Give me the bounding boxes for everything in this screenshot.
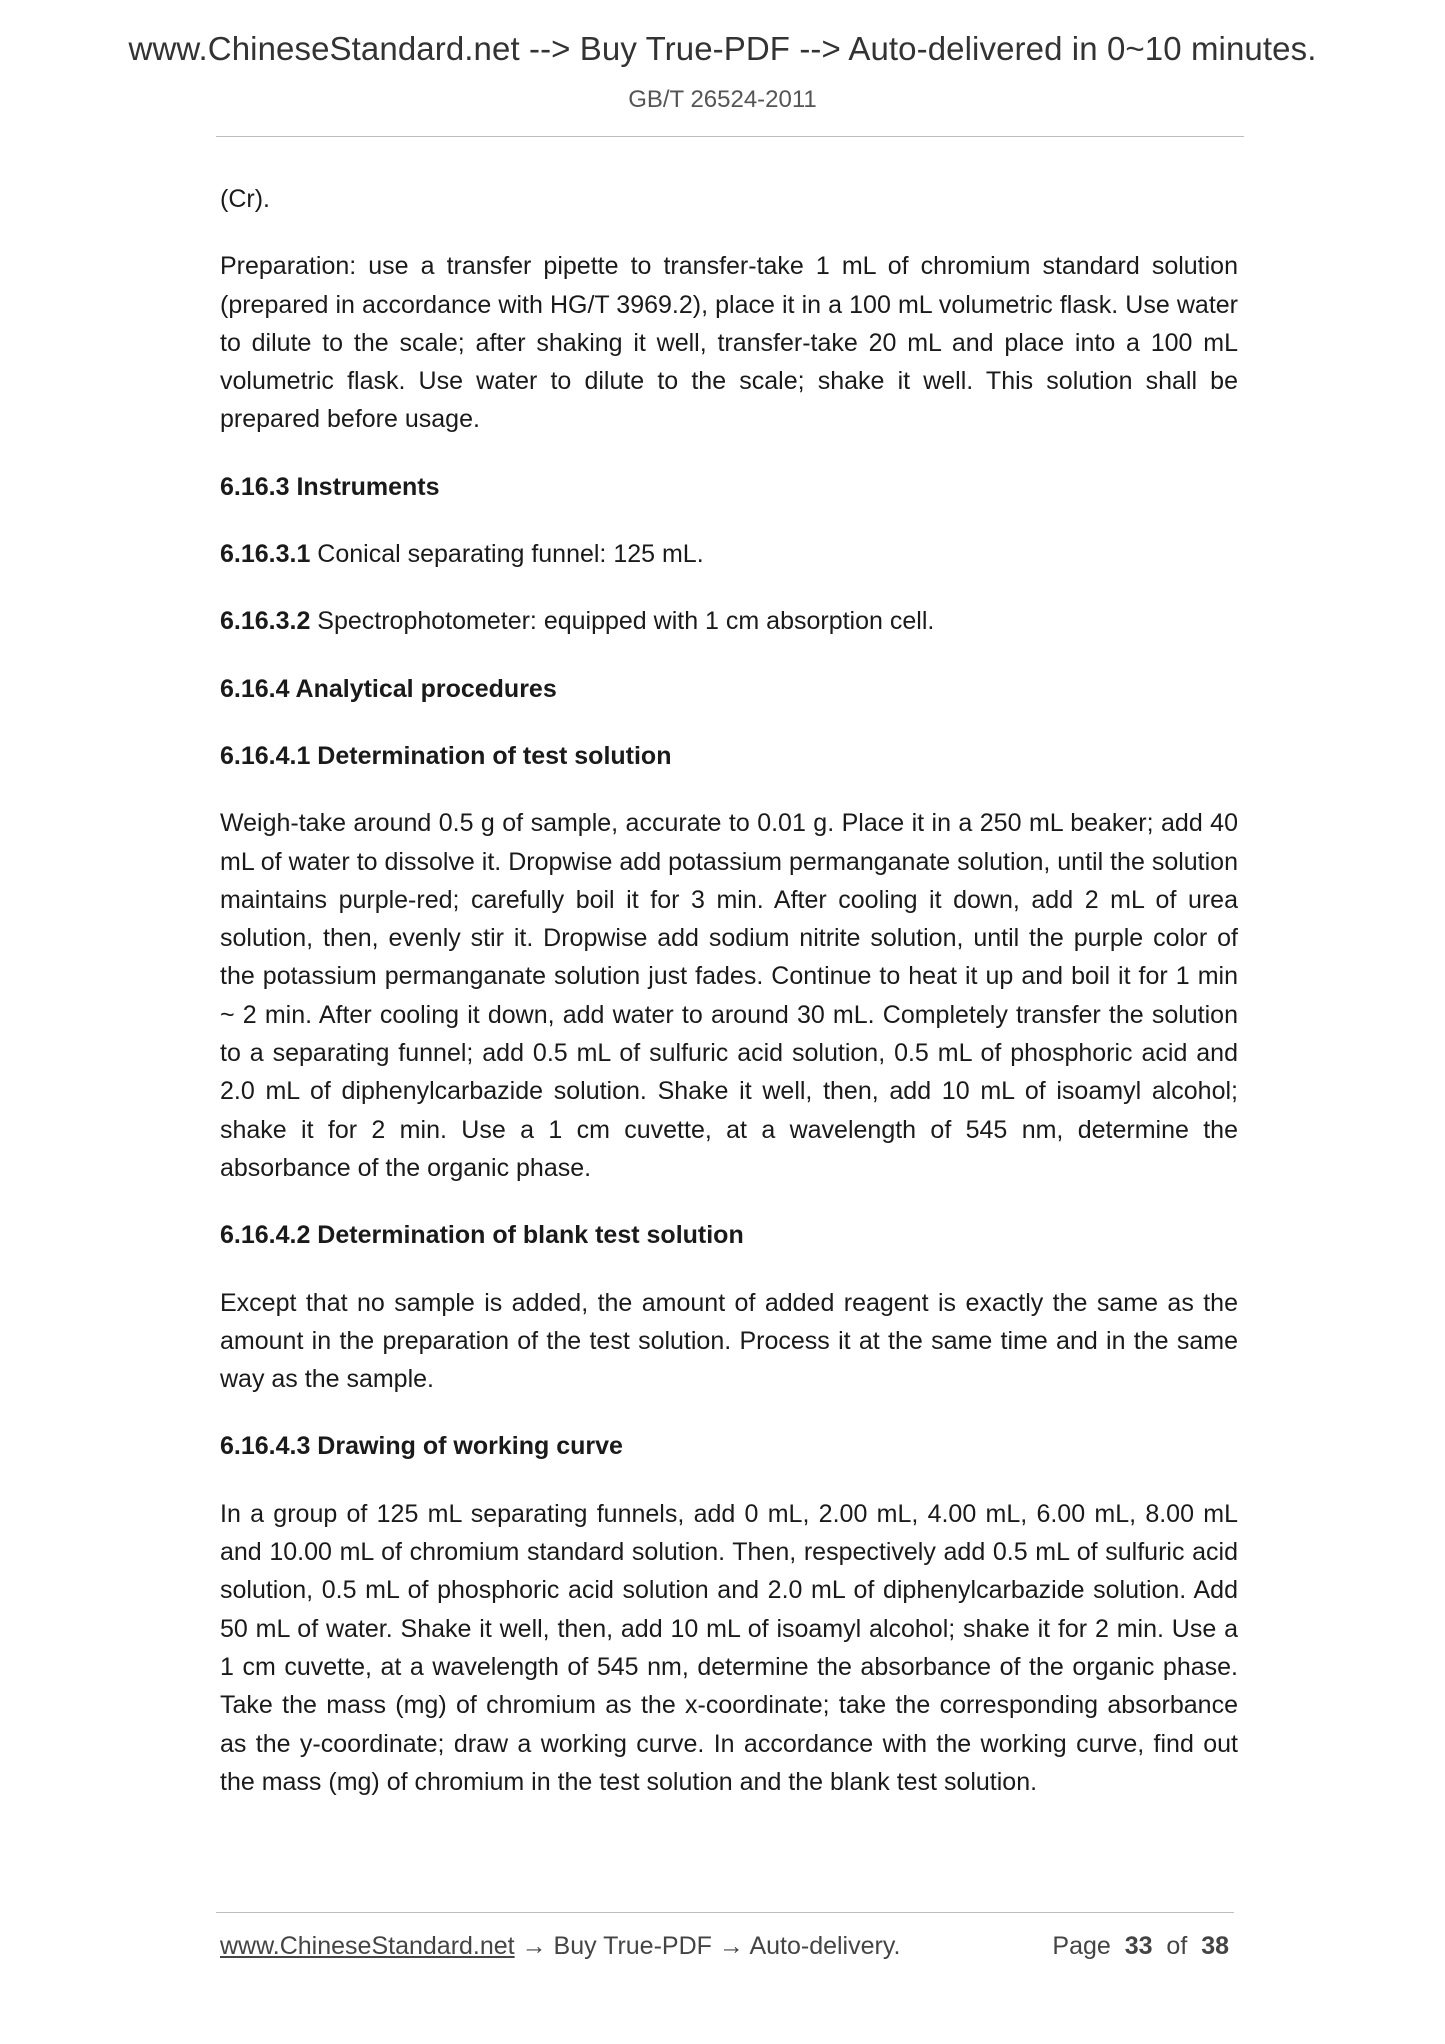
site-banner: www.ChineseStandard.net --> Buy True-PDF --> Auto-delivered in 0~10 minutes. xyxy=(128,30,1317,67)
standard-number: GB/T 26524-2011 xyxy=(628,86,817,113)
clause-number: 6.16.3.2 xyxy=(220,607,311,636)
arrow-right-icon: → xyxy=(718,1932,744,1960)
page-label: Page xyxy=(1052,1932,1111,1960)
delivery-text: Auto-delivery. xyxy=(749,1932,901,1960)
test-solution-heading: 6.16.4.1 Determination of test solution xyxy=(220,741,672,770)
blank-heading: 6.16.4.2 Determination of blank test solution xyxy=(220,1221,744,1250)
clause-number: 6.16.3.1 xyxy=(220,540,311,569)
cr-line: (Cr). xyxy=(220,185,270,213)
arrow-right-icon: → xyxy=(521,1932,547,1960)
page-current: 33 xyxy=(1124,1932,1153,1960)
page-indicator xyxy=(1052,1932,1229,1961)
document-body xyxy=(220,180,1238,1801)
clause-6-16-3-1 xyxy=(220,535,1238,573)
clause-6-16-3-2 xyxy=(220,602,1238,640)
clause-text: Conical separating funnel: 125 mL. xyxy=(310,540,704,569)
curve-paragraph: In a group of 125 mL separating funnels, add 0 mL, 2.00 mL, 4.00 mL, 6.00 mL, 8.00 mL and 10.00 mL of chromium standard solution. Then, respectively add 0.5 mL of sulfuric acid solution, 0.5 mL of phosphoric acid solution and 2.0 mL of diphenylcarbazide solution. Add 50 mL of water. Shake it well, then, add 10 mL of isoamyl alcohol; shake it for 2 min. Use a 1 cm cuvette, at a wavelength of 545 nm, determine the absorbance of the organic phase. Take the mass (mg) of chromium as the x-coordinate; take the corresponding absorbance as the y-coordinate; draw a working curve. In accordance with the working curve, find out the mass (mg) of chromium in the test solution and the blank test solution. xyxy=(220,1499,1238,1796)
page-total: 38 xyxy=(1201,1932,1229,1960)
curve-heading: 6.16.4.3 Drawing of working curve xyxy=(220,1432,623,1461)
buy-text: Buy True-PDF xyxy=(553,1932,712,1960)
of-label: of xyxy=(1166,1932,1188,1960)
procedures-heading: 6.16.4 Analytical procedures xyxy=(220,674,557,703)
test-solution-paragraph: Weigh-take around 0.5 g of sample, accurate to 0.01 g. Place it in a 250 mL beaker; add 40 mL of water to dissolve it. Dropwise add potassium permanganate solution, until the solution maintains purple-red; carefully boil it for 3 min. After cooling it down, add 2 mL of urea solution, then, evenly stir it. Dropwise add sodium nitrite solution, until the purple color of the potassium permanganate solution just fades. Continue to heat it up and boil it for 1 min ~ 2 min. After cooling it down, add water to around 30 mL. Completely transfer the solution to a separating funnel; add 0.5 mL of sulfuric acid solution, 0.5 mL of phosphoric acid and 2.0 mL of diphenylcarbazide solution. Shake it well, then, add 10 mL of isoamyl alcohol; shake it for 2 min. Use a 1 cm cuvette, at a wavelength of 545 nm, determine the absorbance of the organic phase. xyxy=(220,809,1238,1182)
site-link[interactable]: www.ChineseStandard.net xyxy=(220,1932,515,1960)
blank-paragraph: Except that no sample is added, the amount of added reagent is exactly the same as the amount in the preparation of the test solution. Process it at the same time and in the same way as the sample. xyxy=(220,1288,1238,1394)
header-divider xyxy=(216,136,1244,137)
clause-text: Spectrophotometer: equipped with 1 cm absorption cell. xyxy=(310,607,935,636)
footer-divider xyxy=(216,1912,1234,1913)
preparation-paragraph: Preparation: use a transfer pipette to transfer-take 1 mL of chromium standard solution (prepared in accordance with HG/T 3969.2), place it in a 100 mL volumetric flask. Use water to dilute to the scale; after shaking it well, transfer-take 20 mL and place into a 100 mL volumetric flask. Use water to dilute to the scale; shake it well. This solution shall be prepared before usage. xyxy=(220,252,1238,434)
instruments-heading: 6.16.3 Instruments xyxy=(220,472,440,501)
footer-links xyxy=(220,1932,900,1961)
